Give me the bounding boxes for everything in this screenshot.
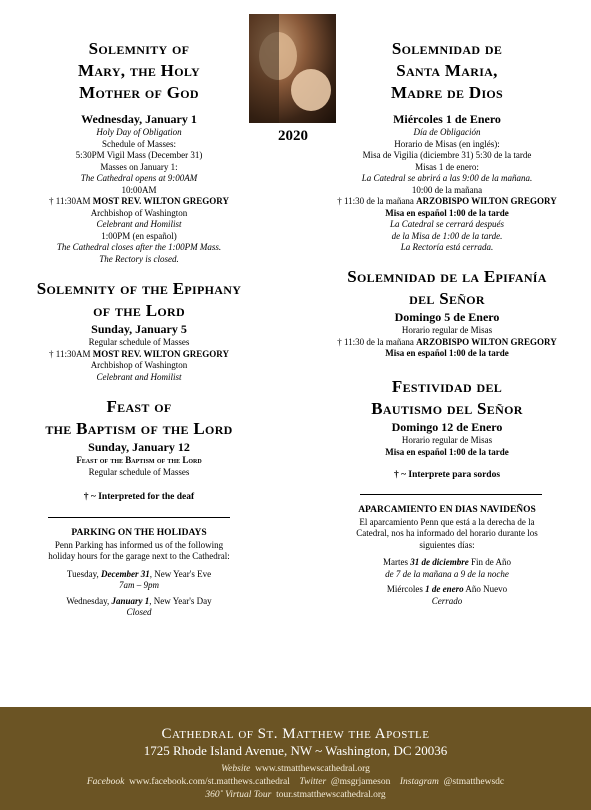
divider-left [48,517,230,518]
mary-date: Wednesday, January 1 [81,112,197,126]
epiphany-section: Solemnity of the Epiphany of the Lord Sunday, January 5 Regular schedule of Masses † 11:30AM MOST REV. WILTON GREGORY Archbishop of Washington Celebrant and Homilist [8,278,270,383]
epiphany-title: Solemnity of the Epiphany of the Lord [36,279,242,320]
parking-section: PARKING ON THE HOLIDAYS Penn Parking has informed us of the following holiday hours for the garage next to the Cathedral: Tuesday, December 31, New Year's Eve 7am – 9pm Wednesday, January 1, New Year's Day Closed [48,528,230,617]
instagram-link[interactable]: @stmatthewsdc [443,777,505,787]
epifania-section: Solemnidad de la Epifanía del Señor Domingo 5 de Enero Horario regular de Misas † 11:30 de la mañana ARZOBISPO WILTON GREGORY Misa en español 1:00 de la tarde [337,267,557,358]
maria-title: Solemnidad de Santa Maria, Madre de Dios [390,39,504,102]
cathedral-name: Cathedral of St. Matthew the Apostle [161,726,430,742]
twitter-link[interactable]: @msgrjameson [330,777,391,787]
divider-right [360,494,542,495]
facebook-link[interactable]: www.facebook.com/st.matthews.cathedral [129,777,290,787]
footer [0,707,591,810]
website-line: Website www.stmatthewscathedral.org [221,764,370,774]
sordos-note: † ~ Interprete para sordos [393,470,501,480]
bautismo-section: Festividad del Bautismo del Señor Domingo 12 de Enero Horario regular de Misas Misa en español 1:00 de la tarde [371,377,523,457]
cathedral-address: 1725 Rhode Island Avenue, NW ~ Washington, DC 20036 [143,743,448,758]
virtual-tour-link[interactable]: tour.stmatthewscathedral.org [276,790,386,800]
mary-section: Solemnity of Mary, the Holy Mother of God Wednesday, January 1 Holy Day of Obligation Schedule of Masses: 5:30PM Vigil Mass (December 31) Masses on January 1: The Cathedral opens at 9:00AM 10:00AM † 11:30AM MOST REV. WILTON GREGORY Archbishop of Washington Celebrant and Homilist 1:00PM (en español) The Cathedral closes after the 1:00PM Mass. The Rectory is closed. [8,38,270,265]
aparcamiento-section: APARCAMIENTO EN DIAS NAVIDEÑOS El aparcamiento Penn que está a la derecha de la Catedral, nos ha informado del horario durante los siguientes días: Martes 31 de diciembre Fin de Año de 7 de la mañana a 9 de la noche Miércoles 1 de enero Año Nuevo Cerrado [356,505,538,606]
mary-title: Solemnity of Mary, the Holy Mother of God [77,39,201,102]
baptism-title: Feast of the Baptism of the Lord [45,397,233,438]
tour-line: 360˚ Virtual Tour tour.stmatthewscathedral.org [205,790,386,800]
baptism-section: Feast of the Baptism of the Lord Sunday, January 12 Feast of the Baptism of the Lord Regular schedule of Masses [8,396,270,478]
celebrant-line: † 11:30AM MOST REV. WILTON GREGORY [49,196,229,206]
deaf-note: † ~ Interpreted for the deaf [83,492,195,502]
website-link[interactable]: www.stmatthewscathedral.org [255,764,370,774]
social-line: Facebook www.facebook.com/st.matthews.cathedral Twitter @msgrjameson Instagram @stmatthewsdc [86,777,505,787]
year-label: 2020 [278,128,308,144]
maria-section: Solemnidad de Santa Maria, Madre de Dios Miércoles 1 de Enero Día de Obligación Horario de Misas (en inglés): Misa de Vigilia (diciembre 31) 5:30 de la tarde Misas 1 de enero: La Catedral se abrirá a las 9:00 de la mañana. 10:00 de la mañana † 11:30 de la mañana ARZOBISPO WILTON GREGORY Misa en español 1:00 de la tarde La Catedral se cerrará después de la Misa de 1:00 de la tarde. La Rectoría está cerrada. [312,38,582,254]
